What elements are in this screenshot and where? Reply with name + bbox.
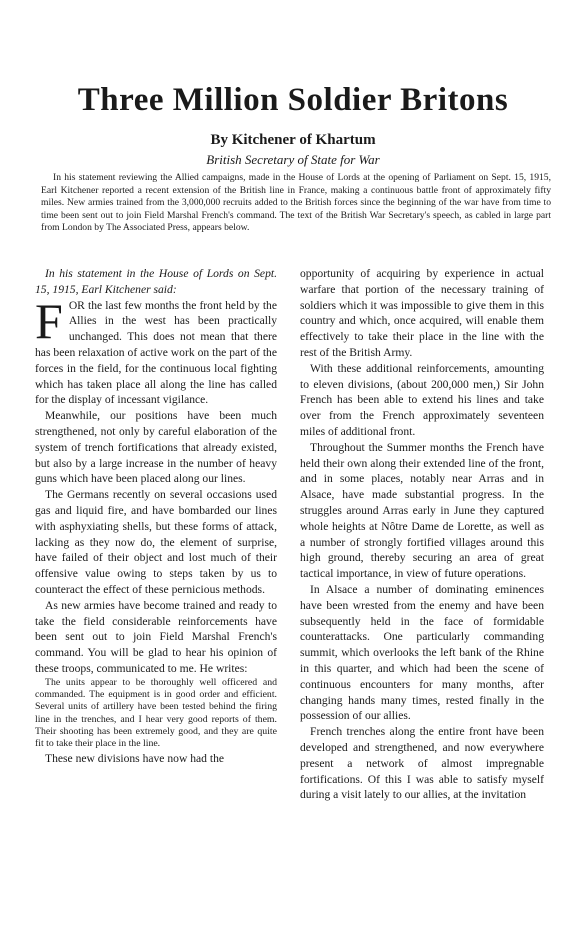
opening-paragraph-text: OR the last few months the front held by the Allies in the west has been practically unchanged. This does not mean that there has been relaxation of active work on the part of the forces in the field, for the continuous local fighting which has taken place all along the line has called for the display of incessant vigilance.: [35, 298, 277, 407]
byline: By Kitchener of Khartum: [210, 132, 376, 148]
right-column: [300, 266, 544, 803]
paragraph-alsace: In Alsace a number of dominating eminences have been wrested from the enemy and have been subsequently held in the face of formidable counterattacks. One particularly commanding summit, which overlooks the left bank of the Rhine in this quarter, and which had been the scene of continuous encounters for many months, after changing hands many times, rested finally in the possession of our allies.: [300, 582, 544, 723]
paragraph-new-divisions: These new divisions have now had the: [45, 751, 225, 765]
author-role: British Secretary of State for War: [206, 152, 380, 167]
left-column: [35, 266, 277, 766]
paragraph-french-trenches: French trenches along the entire front have been developed and strengthened, and now everywhere present a network of almost impregnable fortifications. Of this I was able to satisfy myself during a visit lately to our allies, at the invitation: [300, 725, 544, 802]
paragraph-summer: Throughout the Summer months the French have held their own along their extended line of the front, and in some places, notably near Arras and in Alsace, have made substantial progress. In the struggles around Arras early in June they captured whole heights at Nôtre Dame de Lorette, as well as a number of strongly fortified villages around this high ground, thereby securing an area of great tactical importance, in view of future operations.: [300, 440, 544, 581]
opening-paragraph: [35, 292, 277, 409]
paragraph-reinforcements: With these additional reinforcements, amounting to eleven divisions, (about 200,000 men,) Sir John French has been able to extend his lines and take over from the French approximately seventeen miles of additional front.: [300, 361, 544, 438]
paragraph-germans: The Germans recently on several occasions used gas and liquid fire, and have bombarded our lines with asphyxiating shells, but these forms of attack, lacking as they now do, the element of surprise, have failed of their object and lost much of their offensive value owing to steps taken by us to counteract the effect of these pernicious methods.: [35, 488, 277, 596]
drop-cap: F: [35, 292, 63, 349]
lead-in: In his statement in the House of Lords on Sept. 15, 1915, Earl Kitchener said:: [35, 267, 277, 296]
french-quote: The units appear to be thoroughly well officered and commanded. The equipment is in good order and efficient. Several units of artillery have been tested behind the firing line in the trenches, and I hear very good reports of them. Their shooting has been extremely good, and they are quite fit to take their place in the line.: [35, 676, 277, 750]
paragraph-meanwhile: Meanwhile, our positions have been much strengthened, not only by careful elaboration of the system of trench fortifications that already existed, but also by a large increase in the number of heavy guns which have been placed along our lines.: [35, 409, 277, 486]
intro-paragraph: In his statement reviewing the Allied campaigns, made in the House of Lords at the opening of Parliament on Sept. 15, 1915, Earl Kitchener reported a recent extension of the British line in France, making a continuous battle front of approximately fifty miles. New armies trained from the 3,000,000 recruits added to the British forces since the beginning of the war have from time to time been sent out to join Field Marshal French's command. The text of the British War Secretary's speech, as cabled in large part from London by The Associated Press, appears below.: [41, 172, 551, 234]
paragraph-opportunity: opportunity of acquiring by experience in actual warfare that portion of the necessary training of soldiers which it was impossible to give them in this country and which, once acquired, will enable them effectively to take their place in the line with the rest of the British Army.: [300, 267, 544, 359]
article-title: Three Million Soldier Britons: [77, 82, 509, 118]
paragraph-new-armies: As new armies have become trained and ready to take the field considerable reinforcements have been sent out to join Field Marshal French's command. You will be glad to hear his opinion of these troops, communicated to me. He writes:: [35, 598, 277, 675]
